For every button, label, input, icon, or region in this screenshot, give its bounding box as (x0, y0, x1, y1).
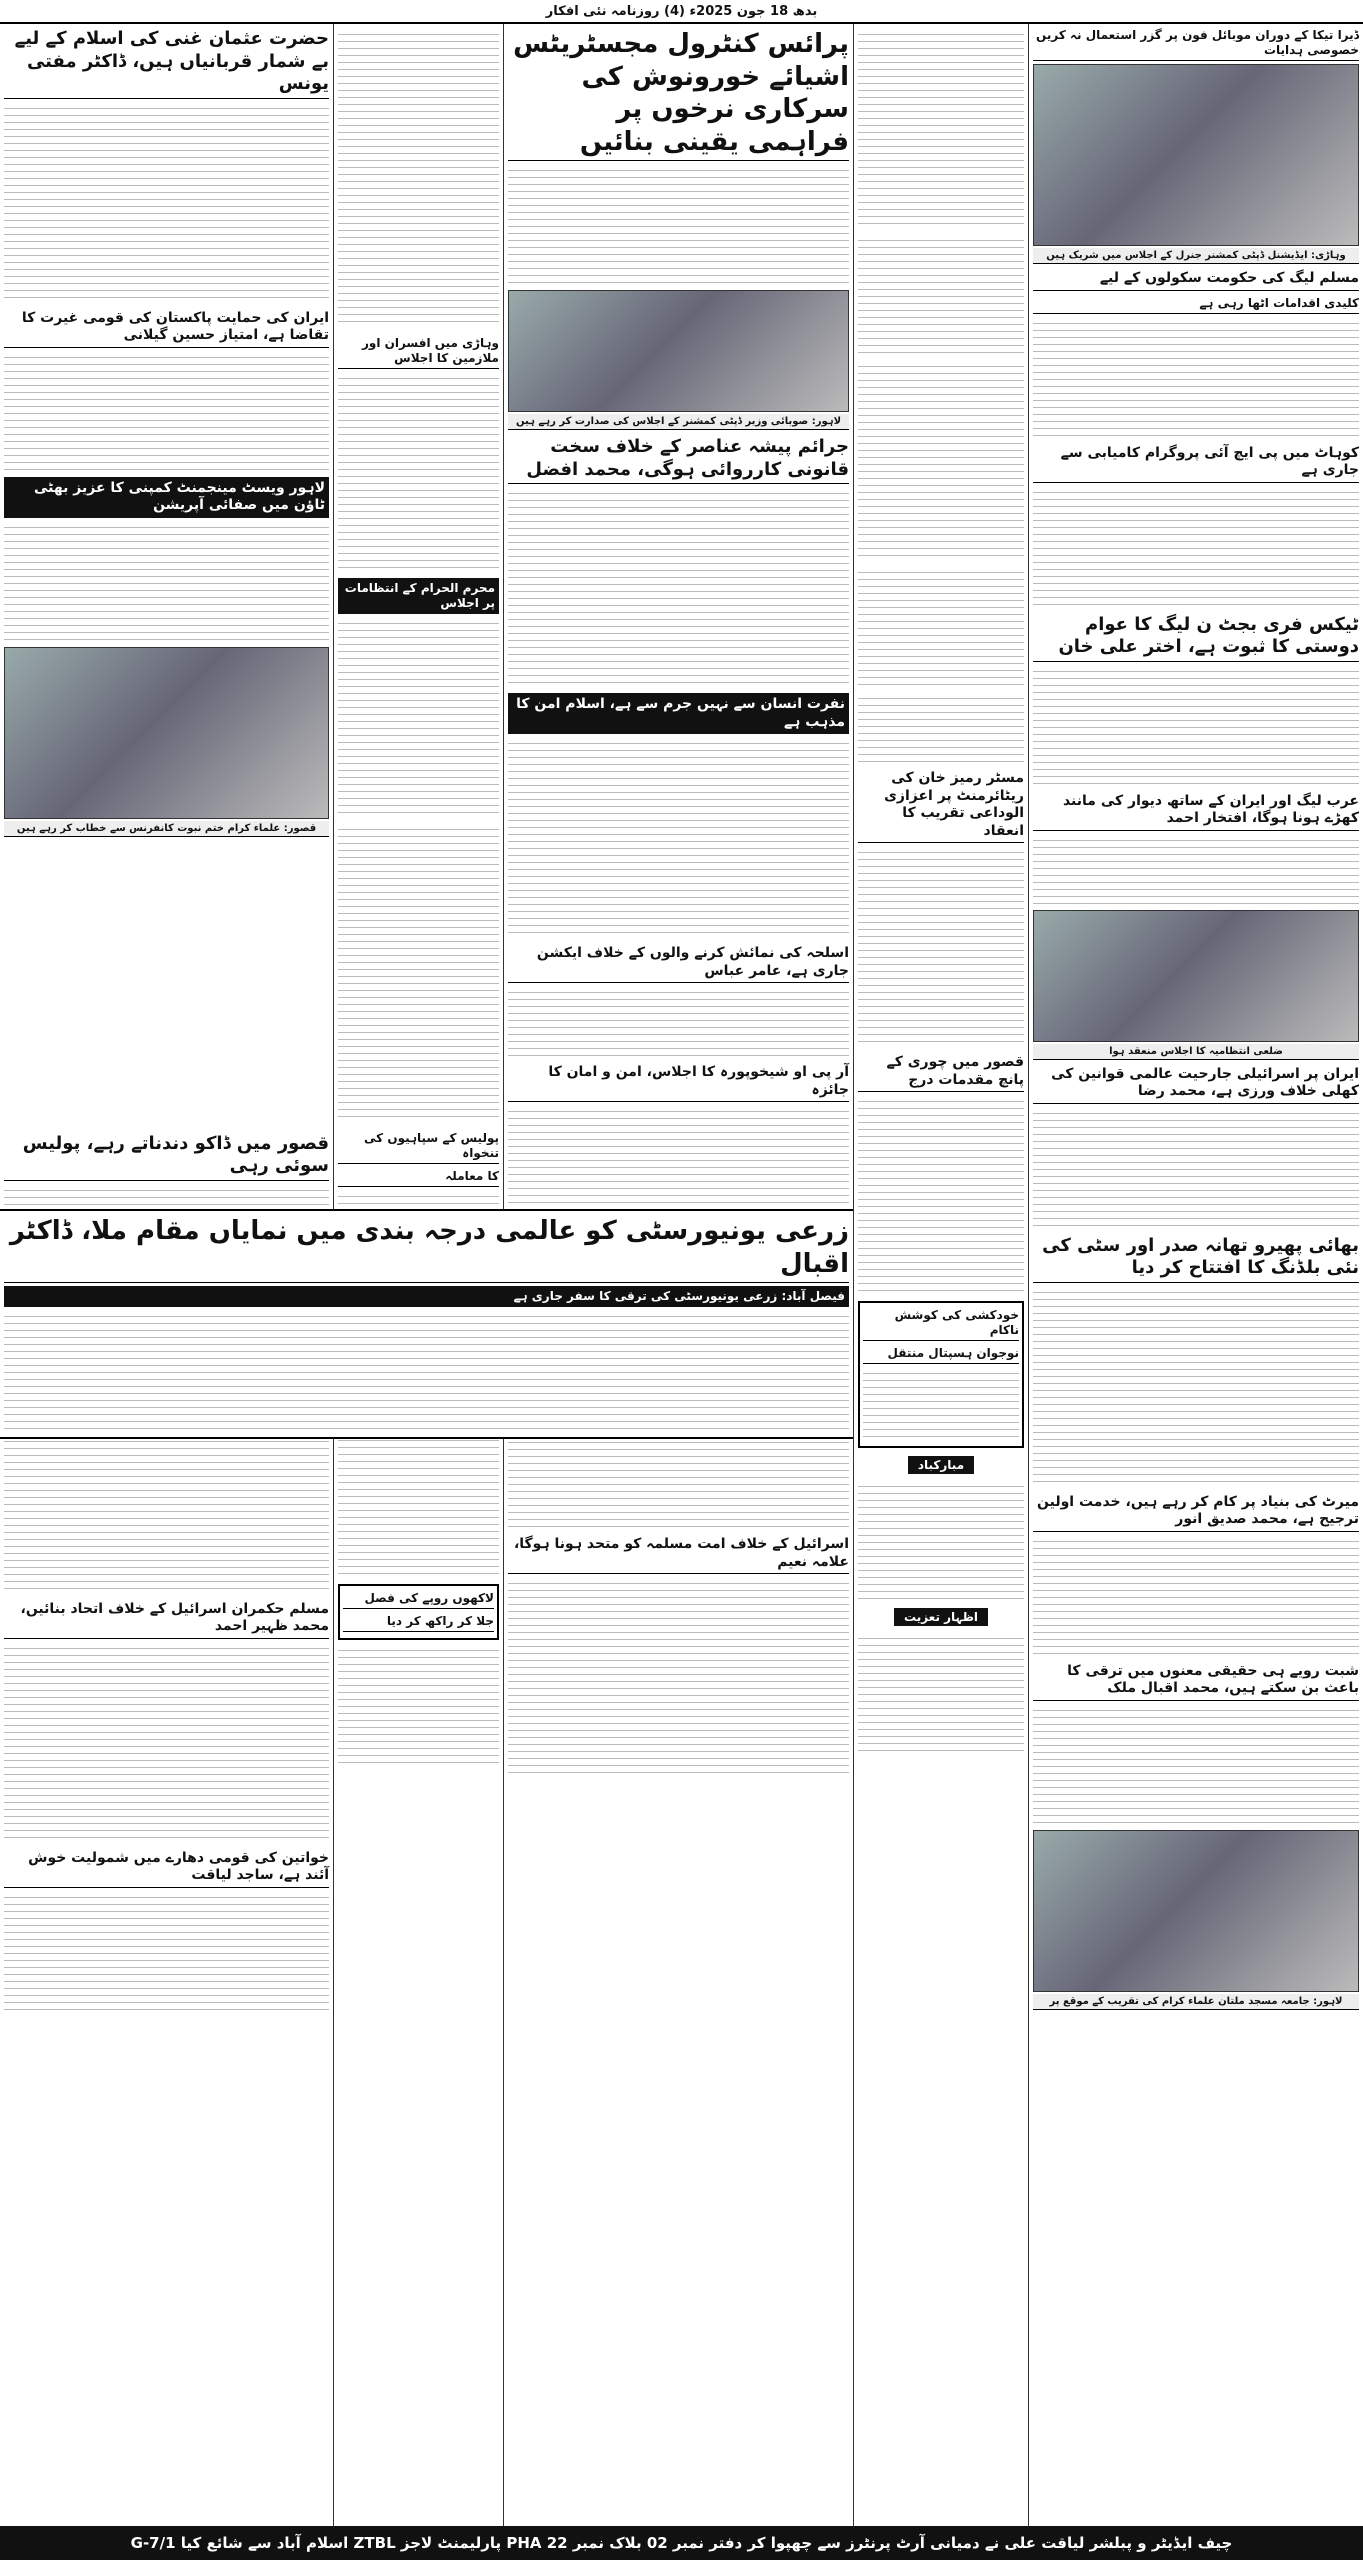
photo-caption: لاہور: صوبائی وزیر ڈپٹی کمشنر کے اجلاس کی صدارت کر رہے ہیں (508, 414, 849, 430)
article-text (508, 1577, 849, 1777)
article-text (1033, 1107, 1359, 1227)
article-text (338, 823, 499, 1123)
headline: قصور میں چوری کے پانچ مقدمات درج (858, 1052, 1024, 1092)
headline: شبت رویے ہی حقیقی معنوں میں ترقی کا باعث بن سکتے ہیں، محمد اقبال ملک (1033, 1661, 1359, 1701)
dateline-text: بدھ 18 جون 2025ء (4) روزنامہ نئی افکار (545, 3, 818, 19)
section-label: مبارکباد (908, 1456, 974, 1474)
headline: لاہور ویسٹ مینجمنٹ کمپنی کا عزیز بھٹی ٹاؤن میں صفائی آپریشن (4, 477, 329, 518)
photo-caption: ضلعی انتظامیہ کا اجلاس منعقد ہوا (1033, 1044, 1359, 1060)
column-2 (853, 24, 1028, 2526)
headline: خواتین کی قومی دھارے میں شمولیت خوش آئند ہے، ساجد لیاقت (4, 1848, 329, 1888)
headline-sub: نوجوان ہسپتال منتقل (863, 1344, 1019, 1364)
article-text (508, 487, 849, 687)
article-text (863, 1367, 1019, 1437)
news-photo (508, 290, 849, 412)
notice-box (338, 1584, 499, 1640)
headline: ٹیکس فری بجٹ ن لیگ کا عوام دوستی کا ثبوت ہے، اختر علی خان (1033, 612, 1359, 662)
lead-headline: پرائس کنٹرول مجسٹریٹس اشیائے خورونوش کی سرکاری نرخوں پر فراہمی یقینی بنائیں (508, 26, 849, 161)
article-text (338, 1644, 499, 1764)
headline: اسرائیل کے خلاف امت مسلمہ کو متحد ہونا ہوگا، علامہ نعیم (508, 1534, 849, 1574)
newspaper-imprint (0, 2526, 1363, 2560)
headline: بھائی پھیرو تھانہ صدر اور سٹی کی نئی بلڈنگ کا افتتاح کر دیا (1033, 1233, 1359, 1283)
article-text (858, 28, 1024, 228)
article-text (508, 737, 849, 937)
headline: مسلم لیگ کی حکومت سکولوں کے لیے (1033, 268, 1359, 291)
headline-sub: کا معاملہ (338, 1167, 499, 1187)
article-text (1033, 1535, 1359, 1655)
banner-subheadline: فیصل آباد: زرعی یونیورسٹی کی ترقی کا سفر جاری ہے (4, 1286, 849, 1307)
news-photo (1033, 1830, 1359, 1992)
article-text (508, 986, 849, 1056)
news-photo (1033, 64, 1359, 246)
photo-caption: لاہور: جامعہ مسجد ملتان علماء کرام کی تقریب کے موقع پر (1033, 1994, 1359, 2010)
headline: محرم الحرام کے انتظامات پر اجلاس (338, 578, 499, 614)
headline: میرٹ کی بنیاد پر کام کر رہے ہیں، خدمت اولین ترجیح ہے، محمد صدیق انور (1033, 1492, 1359, 1532)
headline: کوہاٹ میں پی ایچ آئی پروگرام کامیابی سے جاری ہے (1033, 443, 1359, 483)
article-text (4, 1642, 329, 1842)
newspaper-dateline (0, 0, 1363, 24)
headline: آر پی او شیخوپورہ کا اجلاس، امن و امان کا جائزہ (508, 1062, 849, 1102)
article-text (1033, 834, 1359, 904)
headline: نفرت انسان سے نہیں جرم سے ہے، اسلام امن کا مذہب ہے (508, 693, 849, 734)
article-text (858, 234, 1024, 354)
photo-caption: قصور: علماء کرام ختم نبوت کانفرنس سے خطاب کر رہے ہیں (4, 821, 329, 837)
article-text (858, 1632, 1024, 1752)
headline: مسلم حکمران اسرائیل کے خلاف اتحاد بنائیں، محمد ظہیر احمد (4, 1599, 329, 1639)
newspaper-page (0, 24, 1363, 2526)
headline: مسٹر رمیز خان کی ریٹائرمنٹ پر اعزازی الوداعی تقریب کا انعقاد (858, 768, 1024, 843)
article-text (1033, 317, 1359, 437)
notice-box (858, 1301, 1024, 1448)
banner-story (0, 1209, 853, 1439)
headline: حضرت عثمان غنی کی اسلام کے لیے بے شمار قربانیاں ہیں، ڈاکٹر مفتی یونس (4, 26, 329, 99)
article-text (1033, 486, 1359, 606)
article-text (4, 102, 329, 302)
article-text (858, 1095, 1024, 1295)
imprint-text: چیف ایڈیٹر و پبلشر لیاقت علی نے دمیانی آرٹ پرنٹرز سے چھپوا کر دفتر نمبر 02 بلاک نمبر 22 PHA پارلیمنٹ لاجز ZTBL اسلام آباد سے شائع کیا G-7/1 (130, 2534, 1233, 2552)
headline: عرب لیگ اور ایران کے ساتھ دیوار کی مانند کھڑے ہونا ہوگا، افتخار احمد (1033, 791, 1359, 831)
article-text (4, 1310, 849, 1430)
article-text (338, 617, 499, 817)
column-1 (1028, 24, 1363, 2526)
headline: لاکھوں روپے کی فصل (343, 1589, 494, 1609)
article-text (4, 351, 329, 471)
article-text (338, 372, 499, 572)
section-label: اظہار تعزیت (894, 1608, 988, 1626)
article-text (338, 28, 499, 328)
article-text (858, 692, 1024, 762)
news-photo (1033, 910, 1359, 1042)
headline-sub: جلا کر راکھ کر دیا (343, 1612, 494, 1632)
headline: پولیس کے سپاہیوں کی تنخواہ (338, 1129, 499, 1164)
article-text (4, 1891, 329, 2011)
headline: خودکشی کی کوشش ناکام (863, 1306, 1019, 1341)
news-photo (4, 647, 329, 819)
article-text (858, 846, 1024, 1046)
article-text (1033, 1286, 1359, 1486)
article-text (1033, 665, 1359, 785)
headline: قصور میں ڈاکو دندناتے رہے، پولیس سوئی رہی (4, 1131, 329, 1181)
headline: جرائم پیشہ عناصر کے خلاف سخت قانونی کارروائی ہوگی، محمد افضل (508, 434, 849, 484)
article-text (1033, 1704, 1359, 1824)
headline: اسلحہ کی نمائش کرنے والوں کے خلاف ایکشن جاری ہے، عامر عباس (508, 943, 849, 983)
article-text (4, 521, 329, 641)
headline: وہاڑی میں افسران اور ملازمین کا اجلاس (338, 334, 499, 369)
photo-caption: وہاڑی: ایڈیشنل ڈپٹی کمشنر جنرل کے اجلاس میں شریک ہیں (1033, 248, 1359, 264)
headline: ایران کی حمایت پاکستان کی قومی غیرت کا تقاضا ہے، امتیاز حسین گیلانی (4, 308, 329, 348)
headline: ایران پر اسرائیلی جارحیت عالمی قوانین کی کھلی خلاف ورزی ہے، محمد رضا (1033, 1064, 1359, 1104)
headline-sub: کلیدی اقدامات اٹھا رہی ہے (1033, 294, 1359, 314)
article-text (858, 1480, 1024, 1600)
article-text (858, 566, 1024, 686)
banner-headline: زرعی یونیورسٹی کو عالمی درجہ بندی میں نمایاں مقام ملا، ڈاکٹر اقبال (4, 1213, 849, 1283)
headline: ڈیرا تیکا کے دوران موبائل فون پر گزر استعمال نہ کریں خصوصی ہدایات (1033, 26, 1359, 61)
article-text (508, 164, 849, 284)
article-text (858, 360, 1024, 560)
article-text (508, 1105, 849, 1225)
